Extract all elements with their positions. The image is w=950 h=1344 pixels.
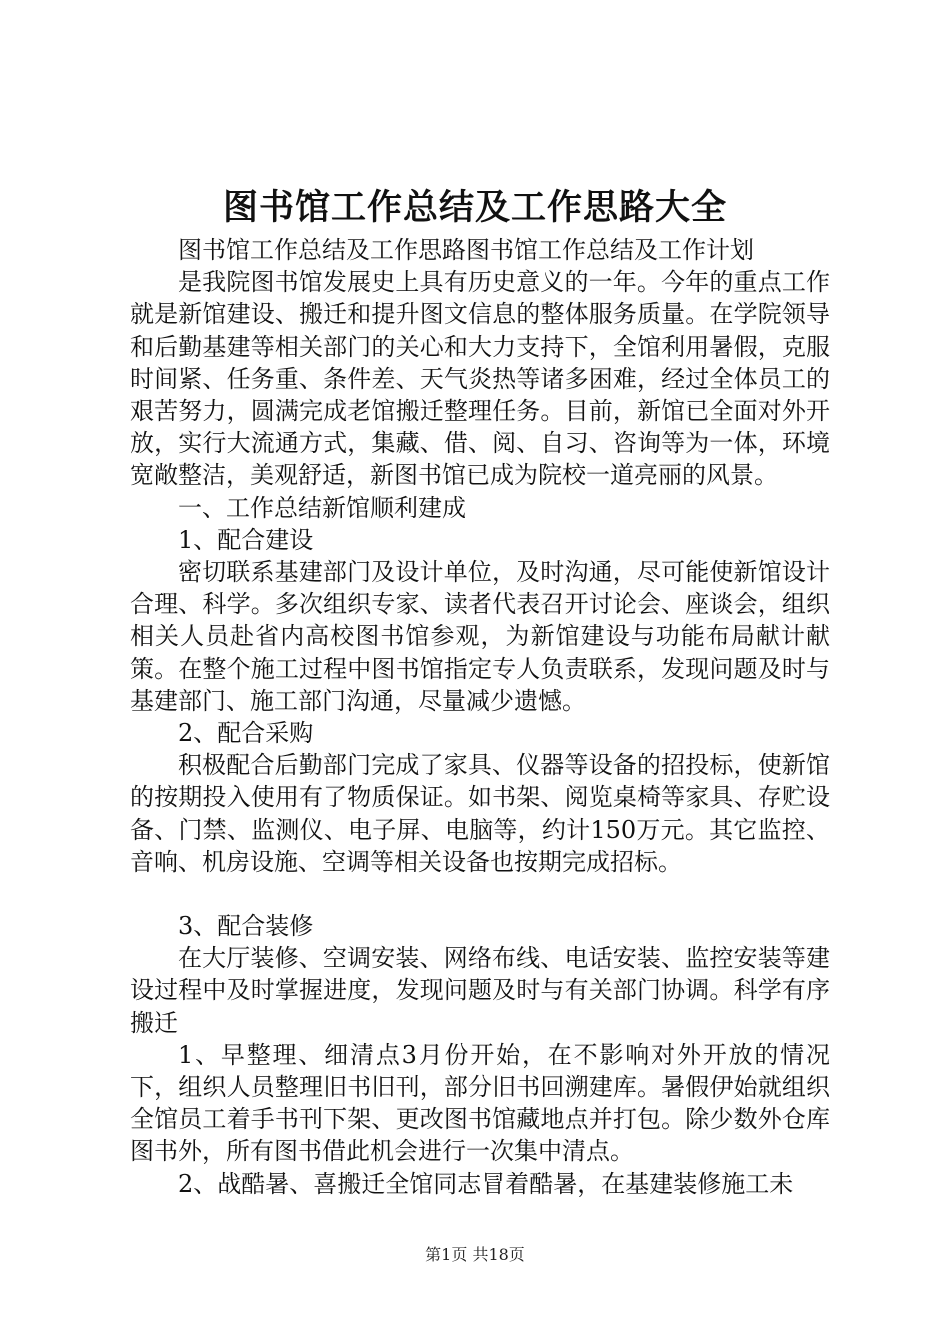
subsection-heading: 3、配合装修 <box>178 912 314 941</box>
subsection-heading: 2、配合采购 <box>178 719 314 748</box>
document-body <box>130 234 830 1200</box>
paragraph: 是我院图书馆发展史上具有历史意义的一年。今年的重点工作就是新馆建设、搬迁和提升图文信息的整体服务质量。在学院领导和后勤基建等相关部门的关心和大力支持下，全馆利用暑假，克服时间紧、任务重、条件差、天气炎热等诸多困难，经过全体员工的艰苦努力，圆满完成老馆搬迁整理任务。目前，新馆已全面对外开放，实行大流通方式，集藏、借、阅、自习、咨询等为一体，环境宽敞整洁，美观舒适，新图书馆已成为院校一道亮丽的风景。 <box>130 268 830 490</box>
subsection-heading: 1、配合建设 <box>178 525 314 554</box>
paragraph: 1、早整理、细清点3月份开始，在不影响对外开放的情况下，组织人员整理旧书旧刊，部分旧书回溯建库。暑假伊始就组织全馆员工着手书刊下架、更改图书馆藏地点并打包。除少数外仓库图书外，所有图书借此机会进行一次集中清点。 <box>130 1040 830 1166</box>
section-heading: 一、工作总结新馆顺利建成 <box>178 493 466 522</box>
document-title: 图书馆工作总结及工作思路大全 <box>222 187 727 228</box>
blank-line <box>130 878 830 910</box>
paragraph: 积极配合后勤部门完成了家具、仪器等设备的招投标，使新馆的按期投入使用有了物质保证。如书架、阅览桌椅等家具、存贮设备、门禁、监测仪、电子屏、电脑等，约计150万元。其它监控、音响、机房设施、空调等相关设备也按期完成招标。 <box>130 751 830 876</box>
paragraph: 密切联系基建部门及设计单位，及时沟通，尽可能使新馆设计合理、科学。多次组织专家、读者代表召开讨论会、座谈会，组织相关人员赴省内高校图书馆参观，为新馆建设与功能布局献计献策。在整个施工过程中图书馆指定专人负责联系，发现问题及时与基建部门、施工部门沟通，尽量减少遗憾。 <box>130 558 830 715</box>
page-footer: 第1页 共18页 <box>425 1245 525 1264</box>
paragraph: 2、战酷暑、喜搬迁全馆同志冒着酷暑，在基建装修施工未 <box>178 1169 794 1198</box>
paragraph: 图书馆工作总结及工作思路图书馆工作总结及工作计划 <box>178 236 754 264</box>
paragraph: 在大厅装修、空调安装、网络布线、电话安装、监控安装等建设过程中及时掌握进度，发现问题及时与有关部门协调。科学有序搬迁 <box>130 944 830 1037</box>
